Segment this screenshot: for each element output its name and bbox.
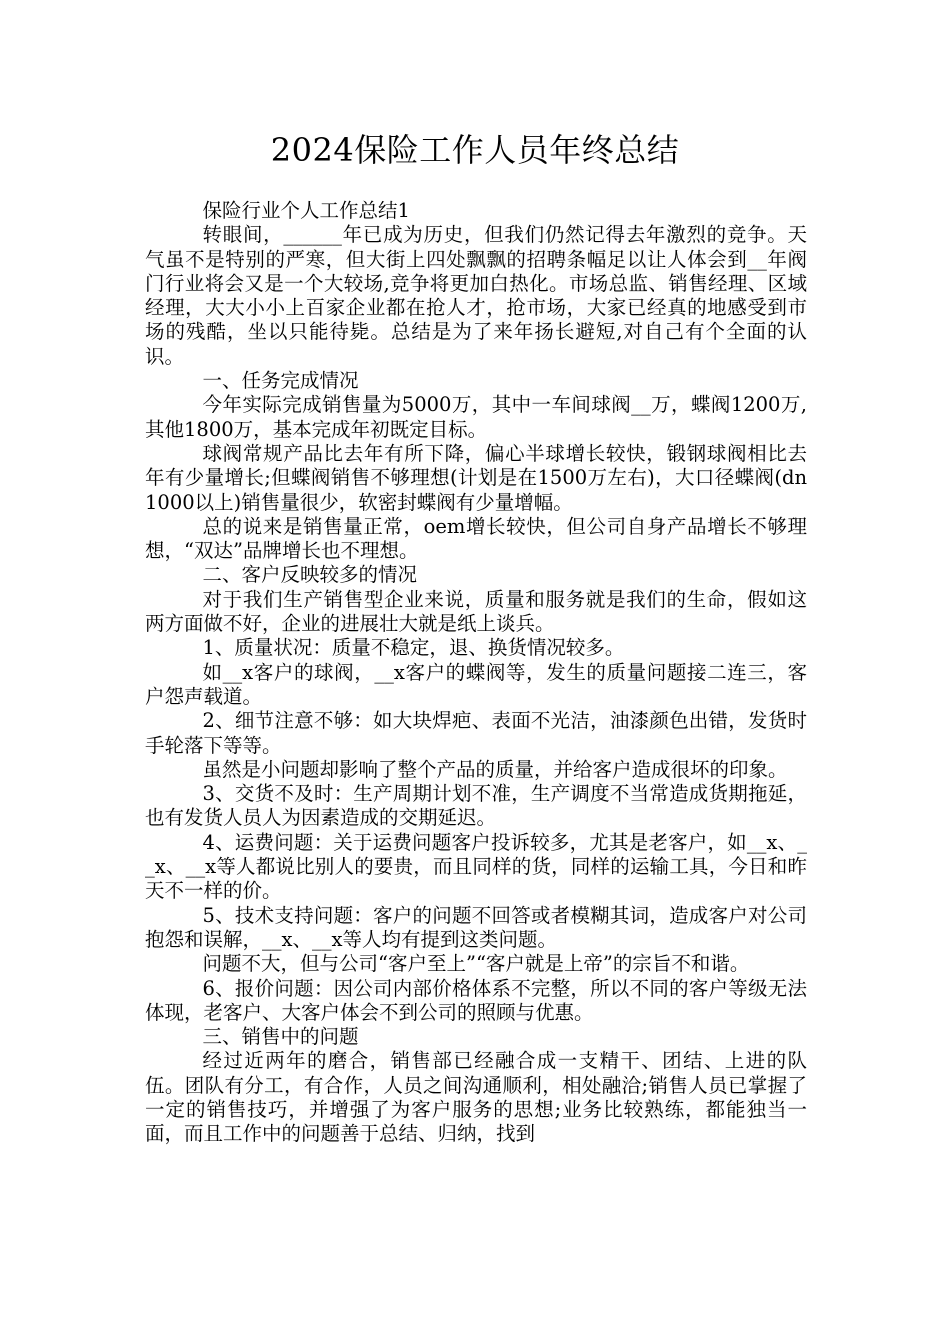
list-item: 5、技术支持问题：客户的问题不回答或者模糊其词，造成客户对公司抱怨和误解，__x、__x等人均有提到这类问题。: [145, 903, 807, 951]
paragraph: 如__x客户的球阀，__x客户的蝶阀等，发生的质量问题接二连三，客户怨声载道。: [145, 660, 807, 708]
section-heading: 二、客户反映较多的情况: [202, 563, 418, 587]
paragraph: 经过近两年的磨合，销售部已经融合成一支精干、团结、上进的队伍。团队有分工，有合作，人员之间沟通顺利，相处融洽;销售人员已掌握了一定的销售技巧，并增强了为客户服务的思想;业务比较熟练，都能独当一面，而且工作中的问题善于总结、归纳，找到: [145, 1049, 807, 1146]
list-item: 2、细节注意不够：如大块焊疤、表面不光洁，油漆颜色出错，发货时手轮落下等等。: [145, 709, 807, 757]
paragraph: 总的说来是销售量正常，oem增长较快，但公司自身产品增长不够理想，“双达”品牌增长也不理想。: [145, 514, 807, 563]
paragraph: 对于我们生产销售型企业来说，质量和服务就是我们的生命，假如这两方面做不好，企业的进展壮大就是纸上谈兵。: [145, 587, 807, 636]
section-heading: 保险行业个人工作总结1: [202, 199, 410, 222]
paragraph: 问题不大，但与公司“客户至上”“客户就是上帝”的宗旨不和谐。: [202, 952, 750, 976]
list-item: 1、质量状况：质量不稳定，退、换货情况较多。: [202, 636, 625, 660]
section-heading: 一、任务完成情况: [202, 369, 359, 393]
document-body: [145, 199, 807, 1147]
paragraph: 今年实际完成销售量为5000万，其中一车间球阀__万，蝶阀1200万,其他1800万，基本完成年初既定目标。: [145, 393, 807, 441]
list-item: 6、报价问题：因公司内部价格体系不完整，所以不同的客户等级无法体现，老客户、大客户体会不到公司的照顾与优惠。: [145, 976, 807, 1024]
list-item: 3、交货不及时：生产周期计划不准，生产调度不当常造成货期拖延，也有发货人员人为因素造成的交期延迟。: [145, 782, 807, 830]
paragraph: 虽然是小问题却影响了整个产品的质量，并给客户造成很坏的印象。: [202, 757, 788, 781]
list-item: 4、运费问题：关于运费问题客户投诉较多，尤其是老客户，如__x、__x、__x等人都说比别人的要贵，而且同样的货，同样的运输工具，今日和昨天不一样的价。: [145, 830, 807, 903]
paragraph: 球阀常规产品比去年有所下降，偏心半球增长较快，锻钢球阀相比去年有少量增长;但蝶阀销售不够理想(计划是在1500万左右)，大口径蝶阀(dn1000以上)销售量很少，软密封蝶阀有少量增幅。: [145, 441, 807, 514]
section-heading: 三、销售中的问题: [202, 1025, 359, 1049]
document-title: 2024保险工作人员年终总结: [270, 131, 680, 169]
paragraph: 转眼间，______年已成为历史，但我们仍然记得去年激烈的竞争。天气虽不是特别的严寒，但大街上四处飘飘的招聘条幅足以让人体会到__年阀门行业将会又是一个大较场,竞争将更加白热化。市场总监、销售经理、区域经理，大大小小上百家企业都在抢人才，抢市场，大家已经真的地感受到市场的残酷，坐以只能待毙。总结是为了来年扬长避短,对自己有个全面的认识。: [145, 223, 807, 368]
